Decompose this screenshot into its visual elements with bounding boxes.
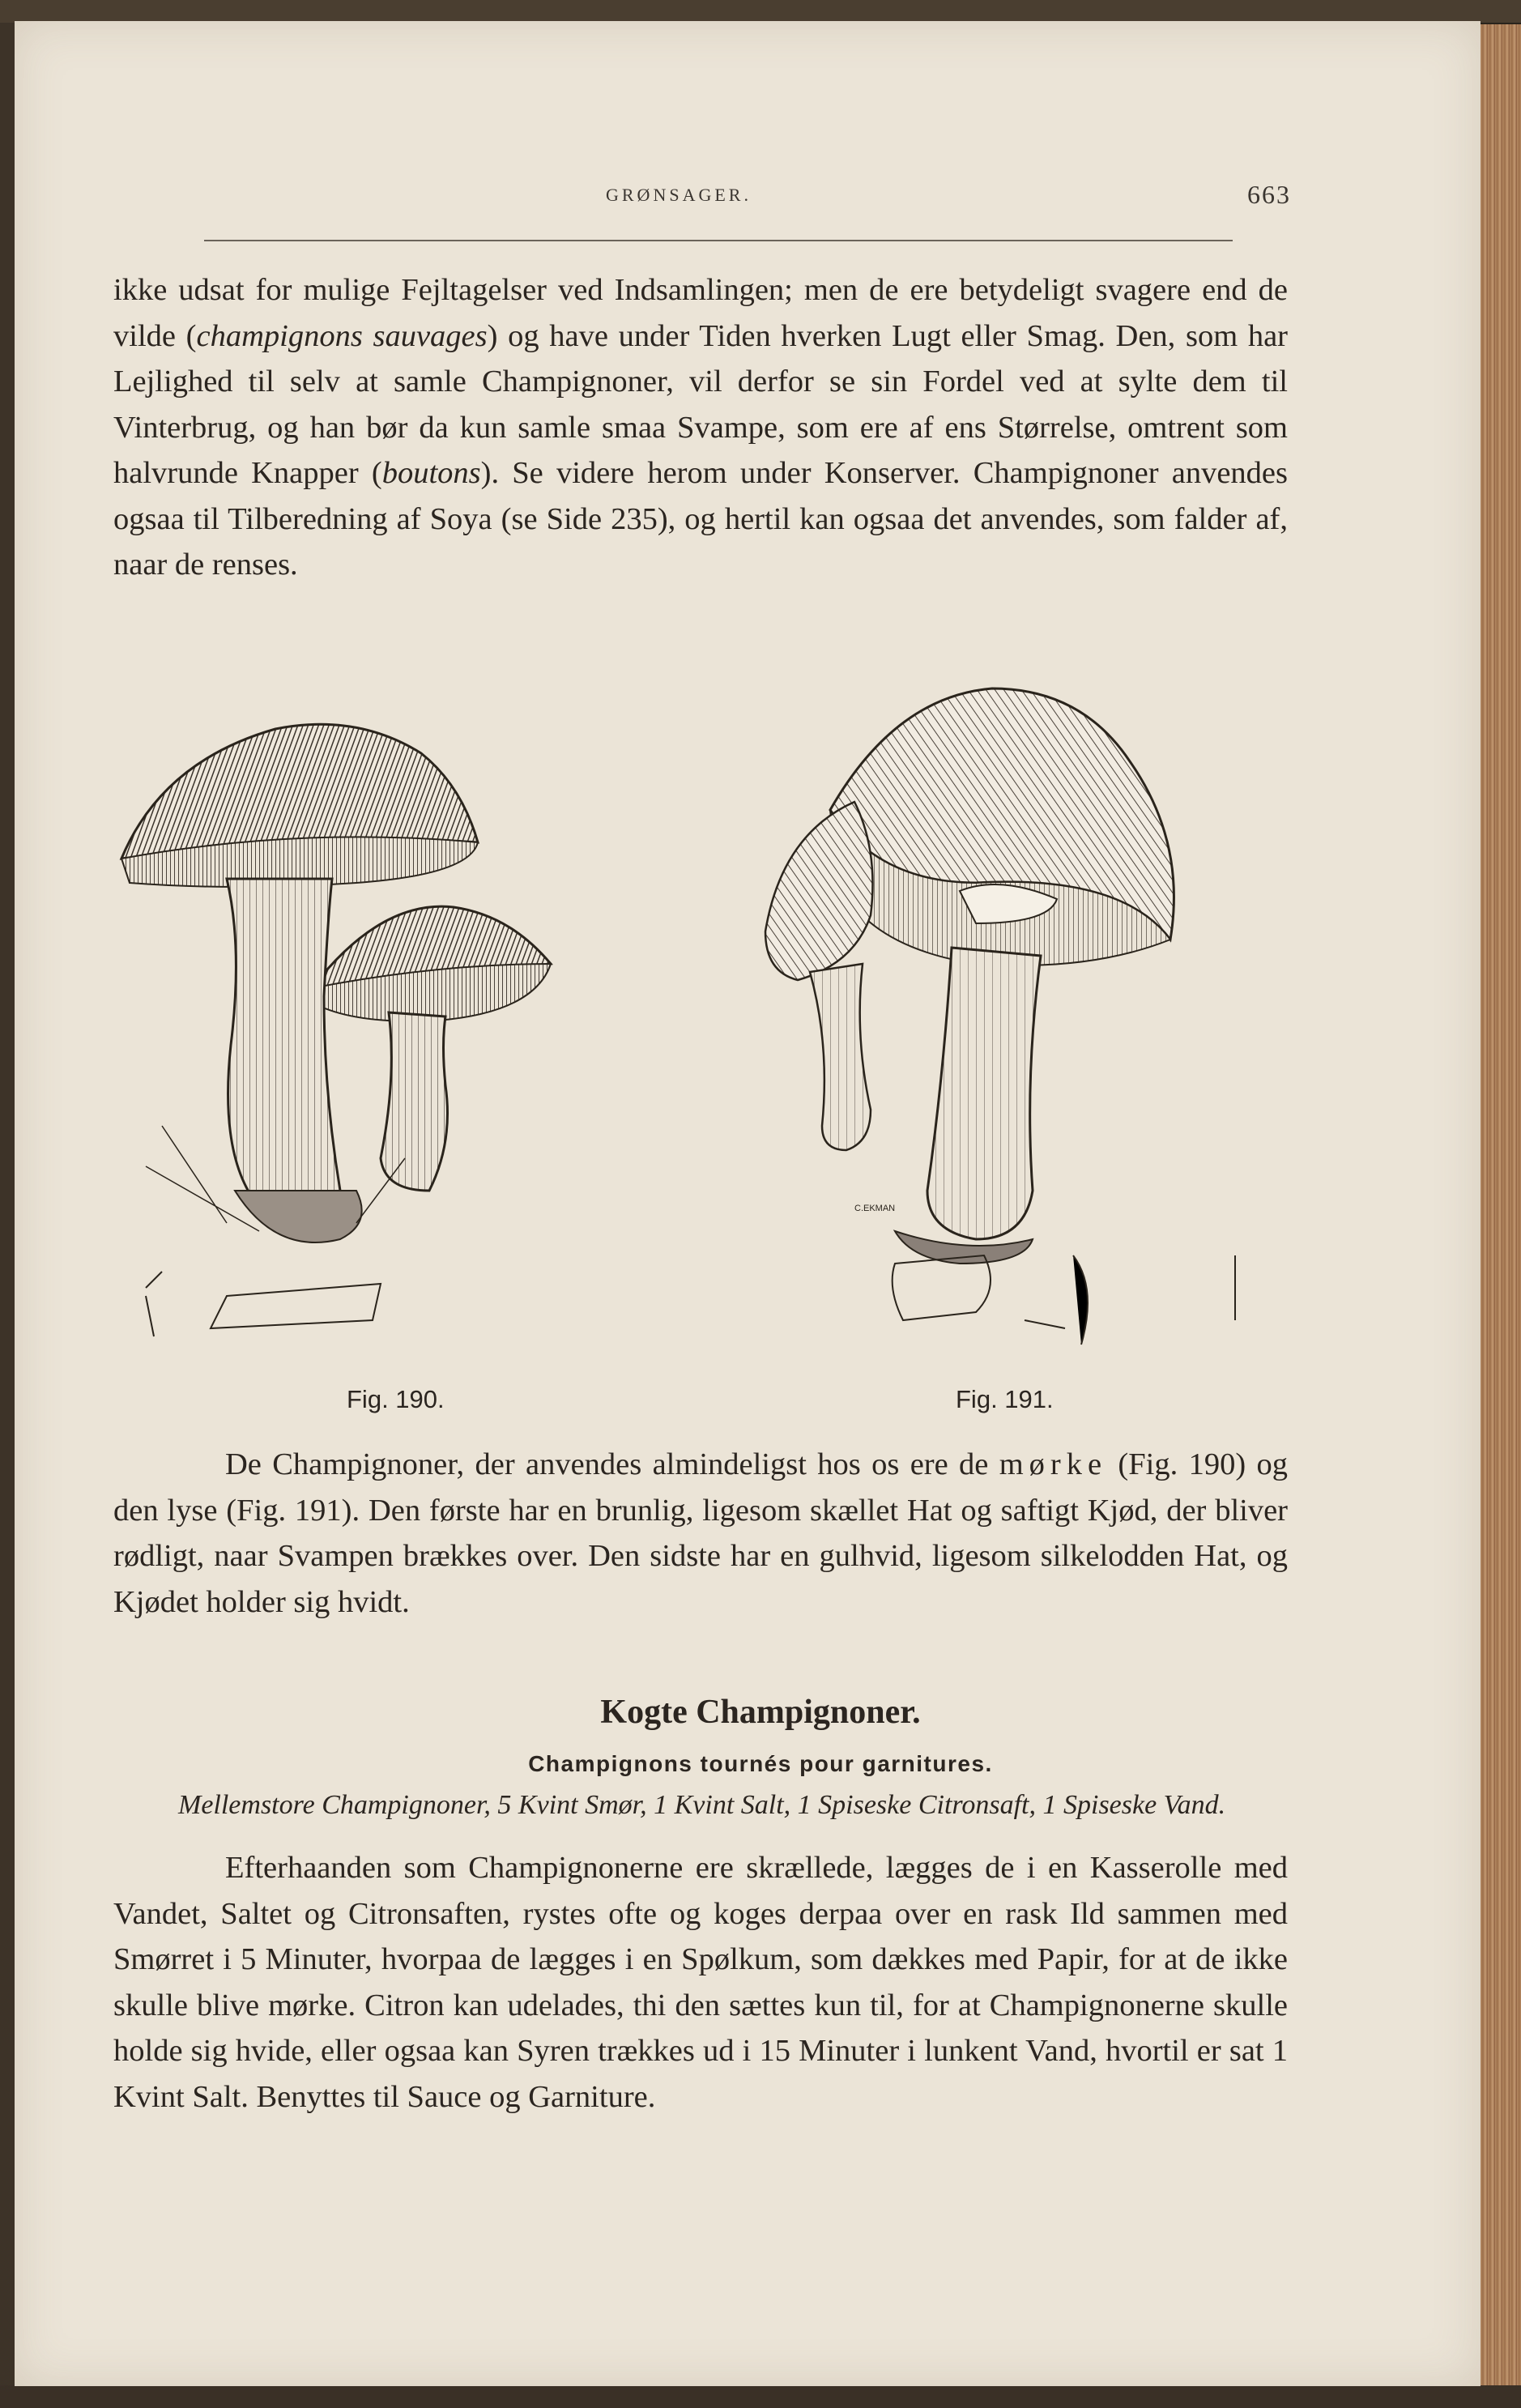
paragraph-intro bbox=[113, 267, 1288, 588]
engraver-signature: C.EKMAN bbox=[854, 1204, 896, 1213]
para2-text-a: De Champignoner, der anvendes almindeligst hos os ere de bbox=[225, 1447, 999, 1481]
page-number: 663 bbox=[1247, 180, 1291, 209]
recipe-title: Kogte Champignoner. bbox=[600, 1694, 921, 1731]
running-head-title: GRØNSAGER. bbox=[606, 185, 752, 205]
para1-italic-boutons: boutons bbox=[381, 456, 481, 490]
paragraph-method: Efterhaanden som Champignonerne ere skrællede, lægges de i en Kasserolle med Vandet, Saltet og Citronsaften, rystes ofte og koges derpaa over en rask Ild sammen med Smørret i 5 Minuter, hvorpaa de lægges i en Spølkum, som dækkes med Papir, for at de ikke skulle blive mørke. Citron kan udelades, thi den sættes kun til, for at Champignonerne skulle holde sig hvide, eller ogsaa kan Syren trækkes ud i 15 Minuter i lunkent Vand, hvortil er sat 1 Kvint Salt. Benyttes til Sauce og Garniture. bbox=[113, 1851, 1288, 2114]
figure-190-caption: Fig. 190. bbox=[347, 1385, 445, 1413]
mushroom-stem-tall bbox=[927, 948, 1041, 1239]
recipe-ingredients: Mellemstore Champignoner, 5 Kvint Smør, 1 Kvint Salt, 1 Spiseske Citronsaft, 1 Spiseske Vand. bbox=[178, 1790, 1226, 1820]
recipe-subtitle: Champignons tournés pour garnitures. bbox=[528, 1751, 993, 1776]
figure-191-illustration bbox=[733, 672, 1300, 1377]
para1-italic-sauvages: champignons sauvages bbox=[196, 318, 488, 353]
header-rule bbox=[204, 240, 1233, 241]
para2-text-b: (Fig. 190) og den lyse (Fig. 191). Den første har en brunlig, ligesom skællet Hat og saftigt Kjød, der bliver rødligt, naar Svampen brækkes over. Den sidste har en gulhvid, ligesom silkelodden Hat, og Kjødet holder sig hvidt. bbox=[113, 1447, 1288, 1619]
para1-text-b: ) og have under Tiden hverken Lugt eller Smag. Den, som har Lejlighed til selv at samle Champignoner, vil derfor se sin Fordel ved at sylte dem til Vinterbrug, og han bør da kun samle smaa Svampe, som ere af ens Størrelse, omtrent som halvrunde Knapper ( bbox=[113, 318, 1288, 490]
para1-text-c: ). Se videre herom under Konserver. Champignoner anvendes ogsaa til Tilberedning af Soya (se Side 235), og hertil kan ogsaa det anvendes, som falder af, naar de renses. bbox=[113, 456, 1288, 582]
paragraph-champignon-types bbox=[113, 1442, 1288, 1625]
para1-text-a: ikke udsat for mulige Fejltagelser ved Indsamlingen; men de ere betydeligt svagere end de vilde ( bbox=[113, 273, 1288, 353]
mushroom-stem-large bbox=[227, 879, 340, 1213]
running-head bbox=[0, 0, 1521, 243]
para2-spaced-word: mørke bbox=[999, 1447, 1108, 1481]
page-edges bbox=[1481, 24, 1521, 2385]
figure-191-caption: Fig. 191. bbox=[956, 1385, 1054, 1413]
figure-190-illustration bbox=[113, 705, 616, 1385]
